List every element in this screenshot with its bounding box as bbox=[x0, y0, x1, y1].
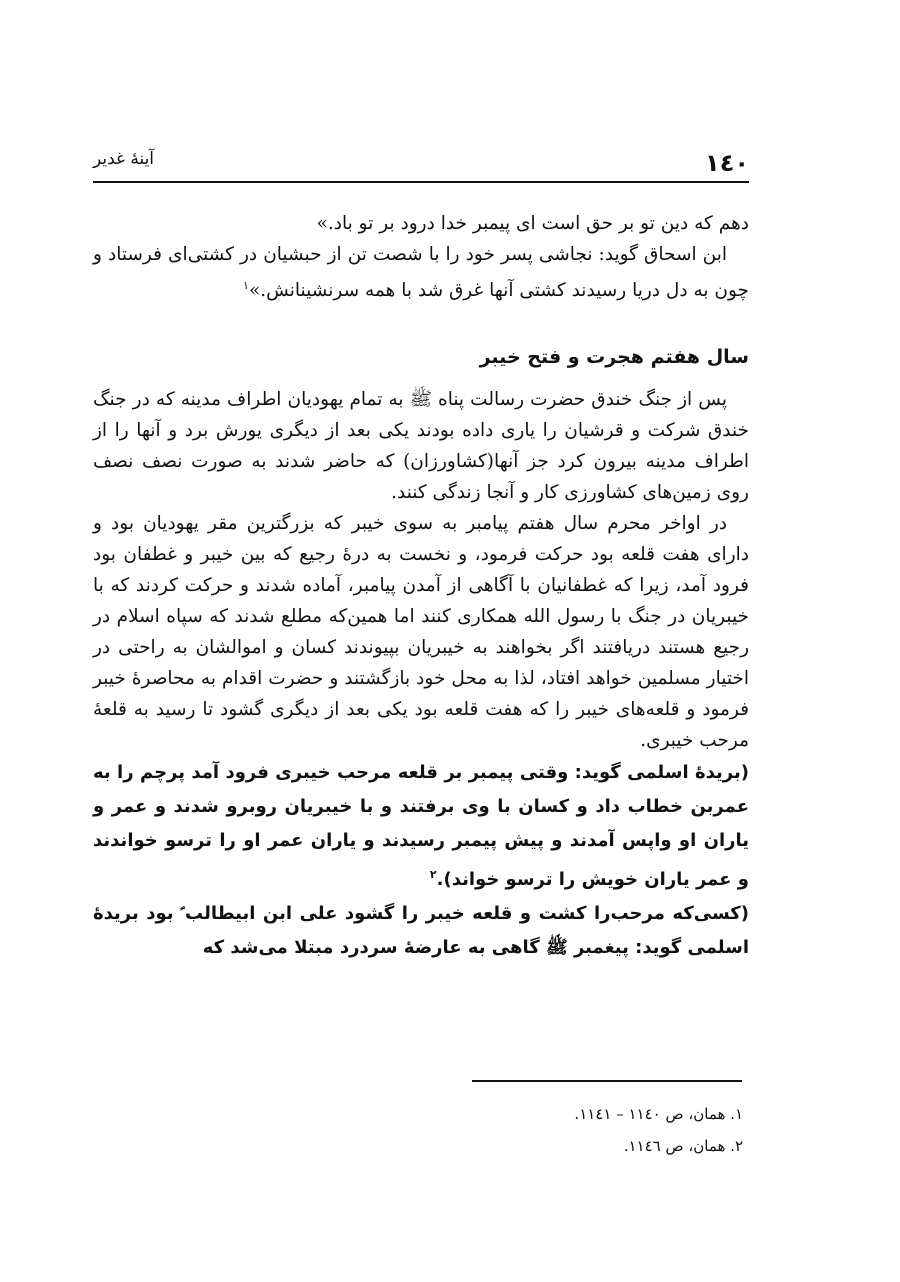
footnote-1: ١. همان، ص ١١٤٠ – ١١٤١. bbox=[574, 1105, 743, 1123]
footnote-ref-2: ٢ bbox=[429, 868, 437, 882]
footnote-2: ٢. همان، ص ١١٤٦. bbox=[623, 1137, 743, 1155]
paragraph-khandaq: پس از جنگ خندق حضرت رسالت پناه ﷺ به تمام یهودیان اطراف مدینه که در جنگ خندق شرکت و قرشیان را یاری داده بودند یکی بعد از دیگری یورش برد و آنها را از اطراف مدینه بیرون کرد جز آنها(کشاورزان) که حاضر شدند به صورت نصف نصف روی زمین‌های کشاورزی کار و آنجا زندگی کنند. bbox=[93, 389, 749, 504]
header-rule bbox=[93, 181, 749, 183]
paragraph-text: ابن اسحاق گوید: نجاشی پسر خود را با شصت تن از حبشیان در کشتی‌ای فرستاد و چون به دل دریا رسیدند کشتی آنها غرق شد با همه سرنشینانش.» bbox=[93, 244, 749, 302]
footnote-rule bbox=[472, 1080, 742, 1082]
page-number: ١٤٠ bbox=[705, 149, 749, 177]
page-header bbox=[93, 145, 749, 181]
paragraph-continued: دهم که دین تو بر حق است ای پیمبر خدا درود بر تو باد.» bbox=[316, 213, 749, 234]
page-body bbox=[93, 208, 749, 965]
quote-buraida bbox=[93, 756, 749, 897]
footnotes bbox=[93, 1098, 743, 1162]
quote-ali: (کسی‌که مرحب‌را کشت و قلعه خیبر را گشود علی ابن ابیطالب ؑ بود بریدهٔ اسلمی گوید: پیغمبر ﷺ گاهی به عارضهٔ سردرد مبتلا می‌شد که bbox=[93, 903, 749, 959]
quote-text: (بریدهٔ اسلمی گوید: وقتی پیمبر بر قلعه مرحب خیبری فرود آمد پرچم را به عمربن خطاب داد و کسان با وی برفتند و با خیبریان روبرو شدند و عمر و یاران او واپس آمدند و پیش پیمبر رسیدند و یاران عمر او را ترسو خواندند و عمر یاران خویش را ترسو خواند). bbox=[93, 762, 749, 891]
paragraph-ibn-ishaq bbox=[93, 239, 749, 306]
paragraph-khaybar: در اواخر محرم سال هفتم پیامبر به سوی خیبر که بزرگترین مقر یهودیان بود و دارای هفت قلعه بود حرکت فرمود، و نخست به درهٔ رجیع که بین خیبر و غطفان بود فرود آمد، زیرا که غطفانیان با آگاهی از آمدن پیامبر، آماده شدند و حرکت کردند که با خیبریان در جنگ با رسول الله همکاری کنند اما همین‌که مطلع شدند که سپاه اسلام در رجیع هستند دریافتند اگر بخواهند به خیبریان بپیوندند کسان و اموالشان به راحتی در اختیار مسلمین خواهد افتاد، لذا به محل خود بازگشتند و حضرت اقدام به محاصرهٔ خیبر فرمود و قلعه‌های خیبر را که هفت قلعه بود یکی بعد از دیگری گشود تا رسید به قلعهٔ مرحب خیبری. bbox=[93, 513, 749, 752]
section-title: سال هفتم هجرت و فتح خیبر bbox=[479, 346, 749, 369]
running-head: آینهٔ غدیر bbox=[93, 149, 155, 169]
footnote-ref-1: ١ bbox=[243, 279, 249, 292]
